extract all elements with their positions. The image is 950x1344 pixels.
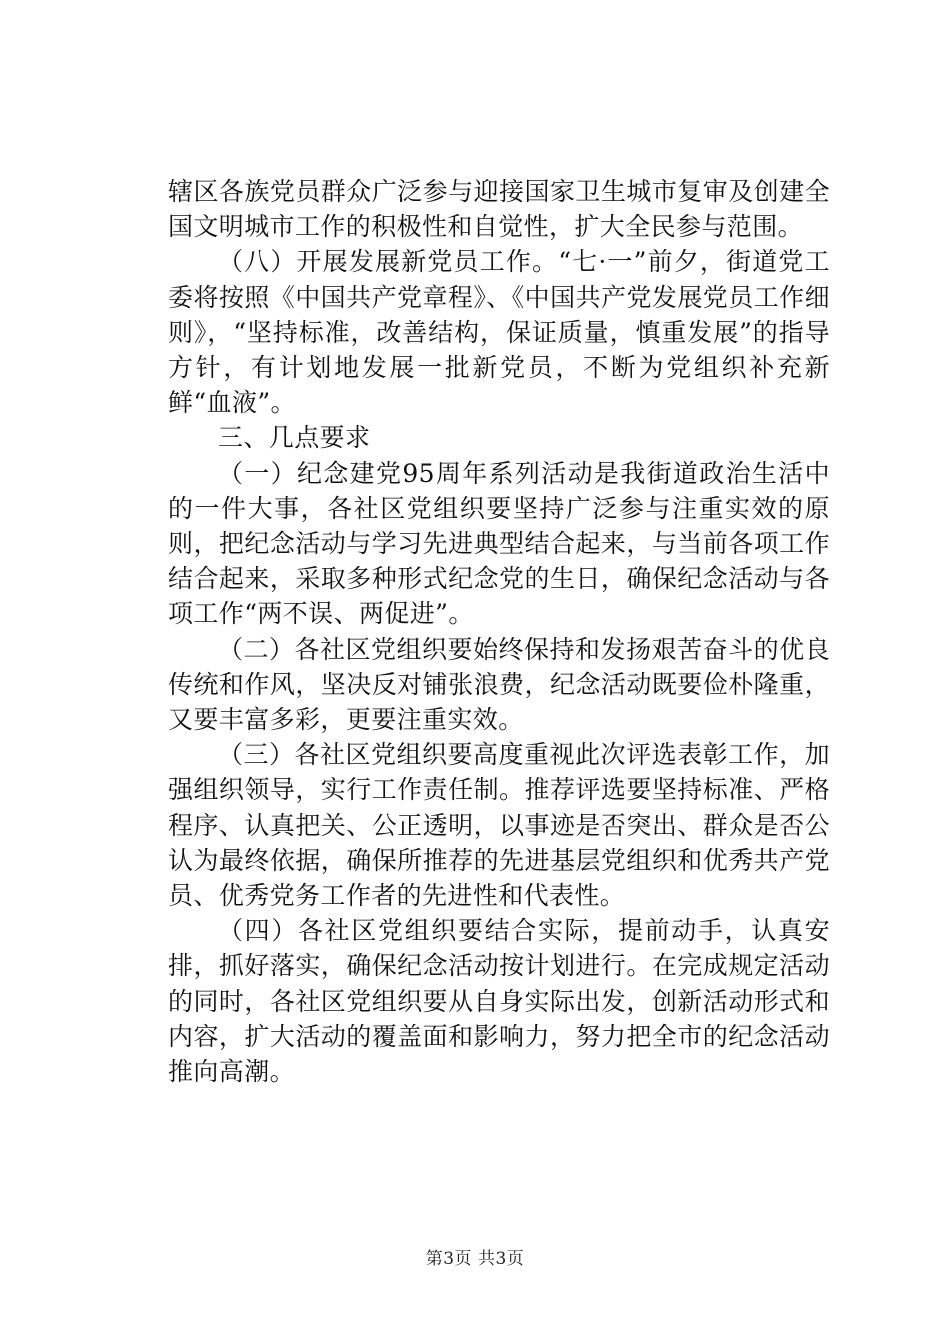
page-footer [0,1244,950,1269]
document-body [168,174,830,1089]
paragraph-requirement-3: （三）各社区党组织要高度重视此次评选表彰工作，加强组织领导，实行工作责任制。推荐评选要坚持标准、严格程序、认真把关、公正透明，以事迹是否突出、群众是否公认为最终依据，确保所推荐的先进基层党组织和优秀共产党员、优秀党务工作者的先进性和代表性。 [168,740,830,911]
paragraph-requirement-1: （一）纪念建党95周年系列活动是我街道政治生活中的一件大事，各社区党组织要坚持广泛参与注重实效的原则，把纪念活动与学习先进典型结合起来，与当前各项工作结合起来，采取多种形式纪念党的生日，确保纪念活动与各项工作“两不误、两促进”。 [168,458,830,629]
section-heading-requirements: 三、几点要求 [218,423,371,453]
page-number-label: 第3页 共3页 [425,1249,525,1269]
paragraph-item-8: （八）开展发展新党员工作。“七·一”前夕，街道党工委将按照《中国共产党章程》、《中国共产党发展党员工作细则》，“坚持标准，改善结构，保证质量，慎重发展”的指导方针，有计划地发展一批新党员，不断为党组织补充新鲜“血液”。 [168,247,830,418]
paragraph-requirement-2: （二）各社区党组织要始终保持和发扬艰苦奋斗的优良传统和作风，坚决反对铺张浪费，纪念活动既要俭朴隆重，又要丰富多彩，更要注重实效。 [168,634,830,735]
paragraph-continuation: 辖区各族党员群众广泛参与迎接国家卫生城市复审及创建全国文明城市工作的积极性和自觉性，扩大全民参与范围。 [168,177,830,242]
paragraph-requirement-4: （四）各社区党组织要结合实际，提前动手，认真安排，抓好落实，确保纪念活动按计划进行。在完成规定活动的同时，各社区党组织要从自身实际出发，创新活动形式和内容，扩大活动的覆盖面和影响力，努力把全市的纪念活动推向高潮。 [168,916,830,1087]
